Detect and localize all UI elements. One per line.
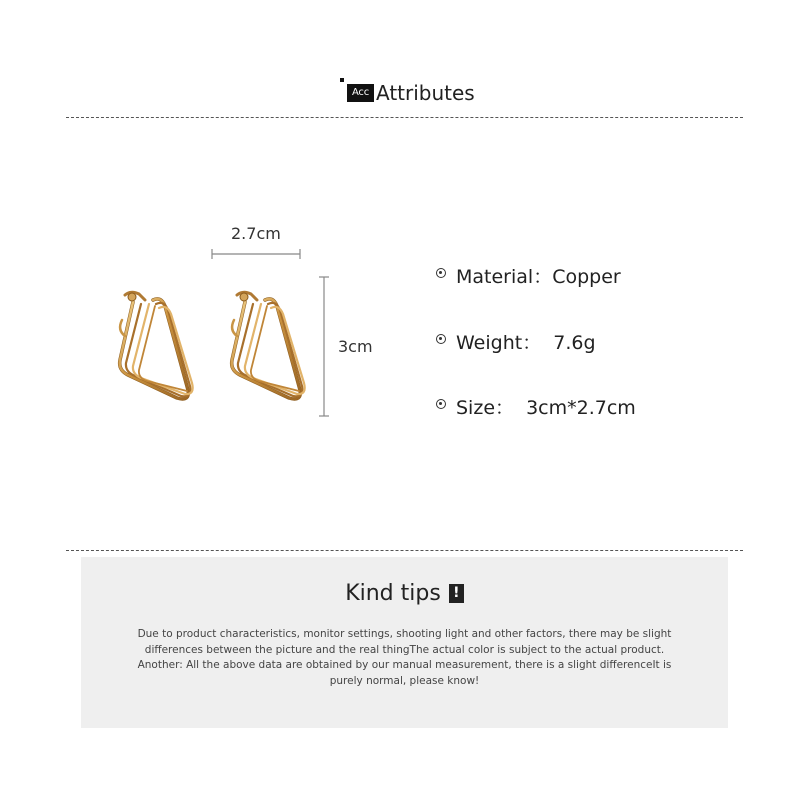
attribute-size [434, 389, 774, 419]
exclamation-icon: ! [449, 584, 464, 603]
height-label: 3cm [338, 337, 373, 356]
earrings-image [95, 220, 395, 425]
tips-line: Another: All the above data are obtained by our manual measurement, there is a slight differenceIt is [137, 659, 672, 671]
earring-right [232, 292, 305, 399]
tips-line: purely normal, please know! [329, 674, 480, 687]
attribute-text: Size： 3cm*2.7cm [456, 397, 636, 419]
width-label: 2.7cm [231, 224, 281, 243]
attribute-material [434, 258, 774, 288]
earring-left [120, 292, 193, 399]
tips-line: Due to product characteristics, monitor settings, shooting light and other factors, there may be slight [137, 628, 672, 640]
tips-heading [81, 581, 728, 606]
section-title: Attributes [376, 81, 475, 105]
product-figure [95, 220, 395, 425]
target-bullet-icon [436, 334, 446, 344]
attribute-text: Material：Copper [456, 266, 621, 288]
kind-tips-box [81, 557, 728, 728]
tips-title: Kind tips [345, 581, 441, 606]
attribute-text: Weight： 7.6g [456, 332, 596, 354]
height-dimension-line [319, 277, 329, 416]
section-header [0, 76, 800, 116]
tips-line: differences between the picture and the real thingThe actual color is subject to the actual product. [144, 643, 665, 656]
header-badge: Acc [347, 84, 374, 102]
bottom-divider [66, 550, 743, 551]
tips-text [111, 627, 698, 689]
attribute-weight [434, 324, 774, 354]
top-divider [66, 117, 743, 118]
header-dot [340, 78, 344, 82]
target-bullet-icon [436, 268, 446, 278]
width-dimension-line [212, 249, 300, 259]
target-bullet-icon [436, 399, 446, 409]
